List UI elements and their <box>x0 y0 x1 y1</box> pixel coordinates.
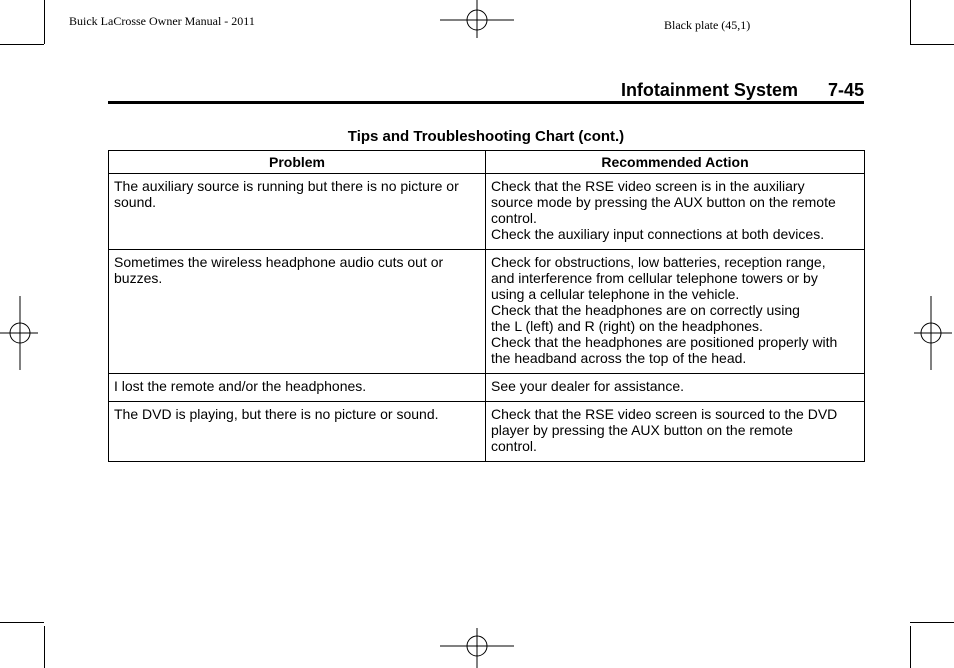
plate-label: Black plate (45,1) <box>664 18 751 32</box>
registration-mark-icon <box>440 0 516 40</box>
table-row <box>109 174 865 250</box>
table-row <box>109 374 865 402</box>
crop-mark <box>0 44 44 45</box>
cell-line: using a cellular telephone in the vehicle. <box>491 286 740 302</box>
cell-line: sound. <box>114 194 157 210</box>
action-cell <box>486 374 865 402</box>
cell-line: Check the auxiliary input connections at both devices. <box>491 226 825 242</box>
action-cell <box>486 402 865 462</box>
crop-mark <box>910 0 911 44</box>
column-header-problem: Problem <box>109 151 486 174</box>
crop-mark <box>910 622 954 623</box>
cell-line: Check that the headphones are positioned properly with <box>491 334 838 350</box>
cell-line: and interference from cellular telephone towers or by <box>491 270 818 286</box>
cell-line: source mode by pressing the AUX button on the remote <box>491 194 836 210</box>
crop-mark <box>44 0 45 44</box>
registration-mark-icon <box>0 296 40 372</box>
cell-line: Check that the RSE video screen is sourced to the DVD <box>491 406 838 422</box>
crop-mark <box>44 626 45 668</box>
problem-cell <box>109 174 486 250</box>
cell-line: the L (left) and R (right) on the headphones. <box>491 318 763 334</box>
cell-line: Check that the RSE video screen is in the auxiliary <box>491 178 805 194</box>
cell-line: The DVD is playing, but there is no picture or sound. <box>114 406 439 422</box>
table-header-row <box>109 151 865 174</box>
cell-line: I lost the remote and/or the headphones. <box>114 378 367 394</box>
section-title: Infotainment System <box>620 80 798 100</box>
cell-line: buzzes. <box>114 270 163 286</box>
cell-line: See your dealer for assistance. <box>491 378 684 394</box>
cell-line: Check that the headphones are on correctly using <box>491 302 800 318</box>
cell-line: control. <box>491 438 537 454</box>
cell-line: Sometimes the wireless headphone audio cuts out or <box>114 254 444 270</box>
action-cell <box>486 250 865 374</box>
table-title: Tips and Troubleshooting Chart (cont.) <box>347 128 625 145</box>
crop-mark <box>910 44 954 45</box>
cell-line: Check for obstructions, low batteries, reception range, <box>491 254 826 270</box>
cell-line: player by pressing the AUX button on the remote <box>491 422 793 438</box>
crop-mark <box>910 626 911 668</box>
problem-cell <box>109 374 486 402</box>
problem-cell <box>109 250 486 374</box>
registration-mark-icon <box>912 296 952 372</box>
troubleshooting-table <box>108 150 865 462</box>
action-cell <box>486 174 865 250</box>
manual-title: Buick LaCrosse Owner Manual - 2011 <box>69 14 255 28</box>
cell-line: the headband across the top of the head. <box>491 350 747 366</box>
section-header <box>621 80 864 101</box>
registration-mark-icon <box>440 628 516 668</box>
page-number: 7-45 <box>827 80 864 100</box>
column-header-action: Recommended Action <box>486 151 865 174</box>
crop-mark <box>0 622 44 623</box>
table-row <box>109 250 865 374</box>
cell-line: control. <box>491 210 537 226</box>
table-row <box>109 402 865 462</box>
problem-cell <box>109 402 486 462</box>
header-rule <box>108 101 864 104</box>
cell-line: The auxiliary source is running but there is no picture or <box>114 178 459 194</box>
